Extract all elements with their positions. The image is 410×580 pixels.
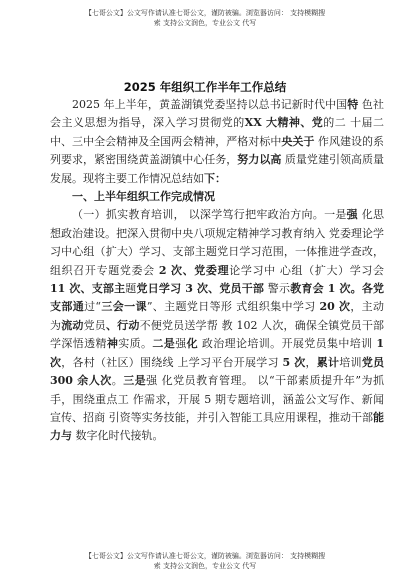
text-run: 论学习中 心组（扩大）学习会 bbox=[229, 263, 385, 277]
banner-line-2: 索 支持公文润色，专业公文 代写 bbox=[153, 19, 257, 27]
text-run: 题 bbox=[125, 282, 137, 296]
text-run: ， bbox=[305, 355, 317, 369]
text-run: ，主动为 bbox=[50, 300, 385, 332]
text-run: 强 bbox=[175, 337, 187, 351]
text-run: 。 bbox=[111, 374, 124, 388]
bold-text-run: 2 次、党委理 bbox=[158, 263, 230, 277]
bold-text-run: 能力与 bbox=[50, 410, 384, 443]
text-run: ”、主题党日等形 式组织集中学习 bbox=[146, 300, 320, 314]
text-run: 作风建设的系列要求，紧密围绕黄盖湖镇中心任务， bbox=[50, 134, 385, 167]
text-run: 质量党建引领高质量发展。现将主要工作情况总结如 bbox=[50, 153, 385, 185]
section-heading: 一、上半年组织工作完成情况 bbox=[72, 190, 215, 204]
bold-text-run: 努力以高 bbox=[237, 153, 282, 167]
bottom-banner bbox=[0, 551, 410, 571]
banner-line-2: 索 支持公文润色，专业公文 代写 bbox=[153, 562, 257, 570]
bold-text-run: 三会一课 bbox=[101, 300, 147, 314]
intro-paragraph bbox=[50, 96, 384, 188]
document-body bbox=[50, 96, 384, 446]
bold-text-run: 特 bbox=[347, 98, 359, 111]
text-run: 过“ bbox=[84, 300, 102, 314]
education-paragraph bbox=[50, 206, 384, 445]
text-run: 不便党员送学帮 教 102 人次，确保全镇党员干部学深悟透精 bbox=[50, 318, 385, 351]
bold-text-run: 化 bbox=[186, 337, 198, 351]
bold-text-run: 流动 bbox=[61, 318, 84, 332]
text-run: 培训 bbox=[339, 355, 362, 369]
bold-text-run: 教育会 1 次。各党支部通 bbox=[50, 282, 385, 314]
bold-text-run: 神 bbox=[106, 337, 119, 351]
text-run: ，各村（社区）围绕线 上学习平台开展学习 bbox=[61, 355, 283, 369]
text-run: （一）抓实教育培训， 以深学笃行把牢政治方向。一是 bbox=[72, 208, 347, 222]
bold-text-run: XX 大精神、党 bbox=[244, 116, 324, 130]
text-run: 政治理论培训。开展党员集中培训 bbox=[197, 337, 377, 351]
bold-text-run: 强 bbox=[346, 208, 358, 222]
bold-text-run: 累计 bbox=[316, 355, 340, 369]
text-run: 党员 bbox=[83, 318, 106, 332]
text-run: 数字化时代接轨。 bbox=[72, 429, 164, 443]
bold-text-run: 1 次 bbox=[50, 337, 385, 369]
bold-text-run: 党员 300 余人次 bbox=[50, 355, 385, 388]
bold-text-run: 央关于 bbox=[281, 134, 315, 148]
bold-text-run: 11 次、支部主 bbox=[50, 282, 126, 296]
bold-text-run: 、行动 bbox=[105, 318, 140, 332]
text-run: 的二 十届二中、三中全会精神及全国两会精神，严格对标中 bbox=[50, 116, 385, 148]
bold-text-run: 下： bbox=[204, 171, 226, 185]
bold-text-run: 5 次 bbox=[282, 355, 306, 369]
text-run: 实质。 bbox=[118, 337, 153, 351]
top-banner bbox=[0, 8, 410, 28]
document-title: 2025 年组织工作半年工作总结 bbox=[123, 80, 287, 94]
bold-text-run: 二是 bbox=[152, 337, 176, 351]
text-run: 强 化党员教育管理。 以“干部素质提升年”为抓手，围绕重点工 作需求，开展 5 期专题培训，涵盖公文写作、新闻宣传、招商 引资等实务技能，并引入智能工具应用课程，推动干部 bbox=[50, 374, 384, 424]
bold-text-run: 党日学习 3 次、党员干部 bbox=[136, 282, 265, 296]
text-run: 色社会主义思想为指导，深入学习贯彻党的 bbox=[50, 98, 384, 130]
bold-text-run: 20 次 bbox=[319, 300, 351, 314]
text-run: 警示 bbox=[264, 282, 291, 296]
text-run: 2025 年上半年，黄盖湖镇党委坚持以总书记新时代中国 bbox=[72, 98, 348, 111]
banner-line-1: 【七哥公文】公文写作请认准七哥公文，谨防被骗。浏览器访问： 支持模糊搜 bbox=[84, 552, 326, 560]
banner-line-1: 【七哥公文】公文写作请认准七哥公文，谨防被骗。浏览器访问： 支持模糊搜 bbox=[84, 9, 326, 17]
bold-text-run: 三是 bbox=[123, 374, 147, 388]
text-run: 化思想政治建设。把深入贯彻中央八项规定精神学习教育纳入 党委理论学习中心组（扩大）学习、支部主题党日学习范围，一体推进学查改，组织召开专题党委会 bbox=[50, 208, 385, 277]
